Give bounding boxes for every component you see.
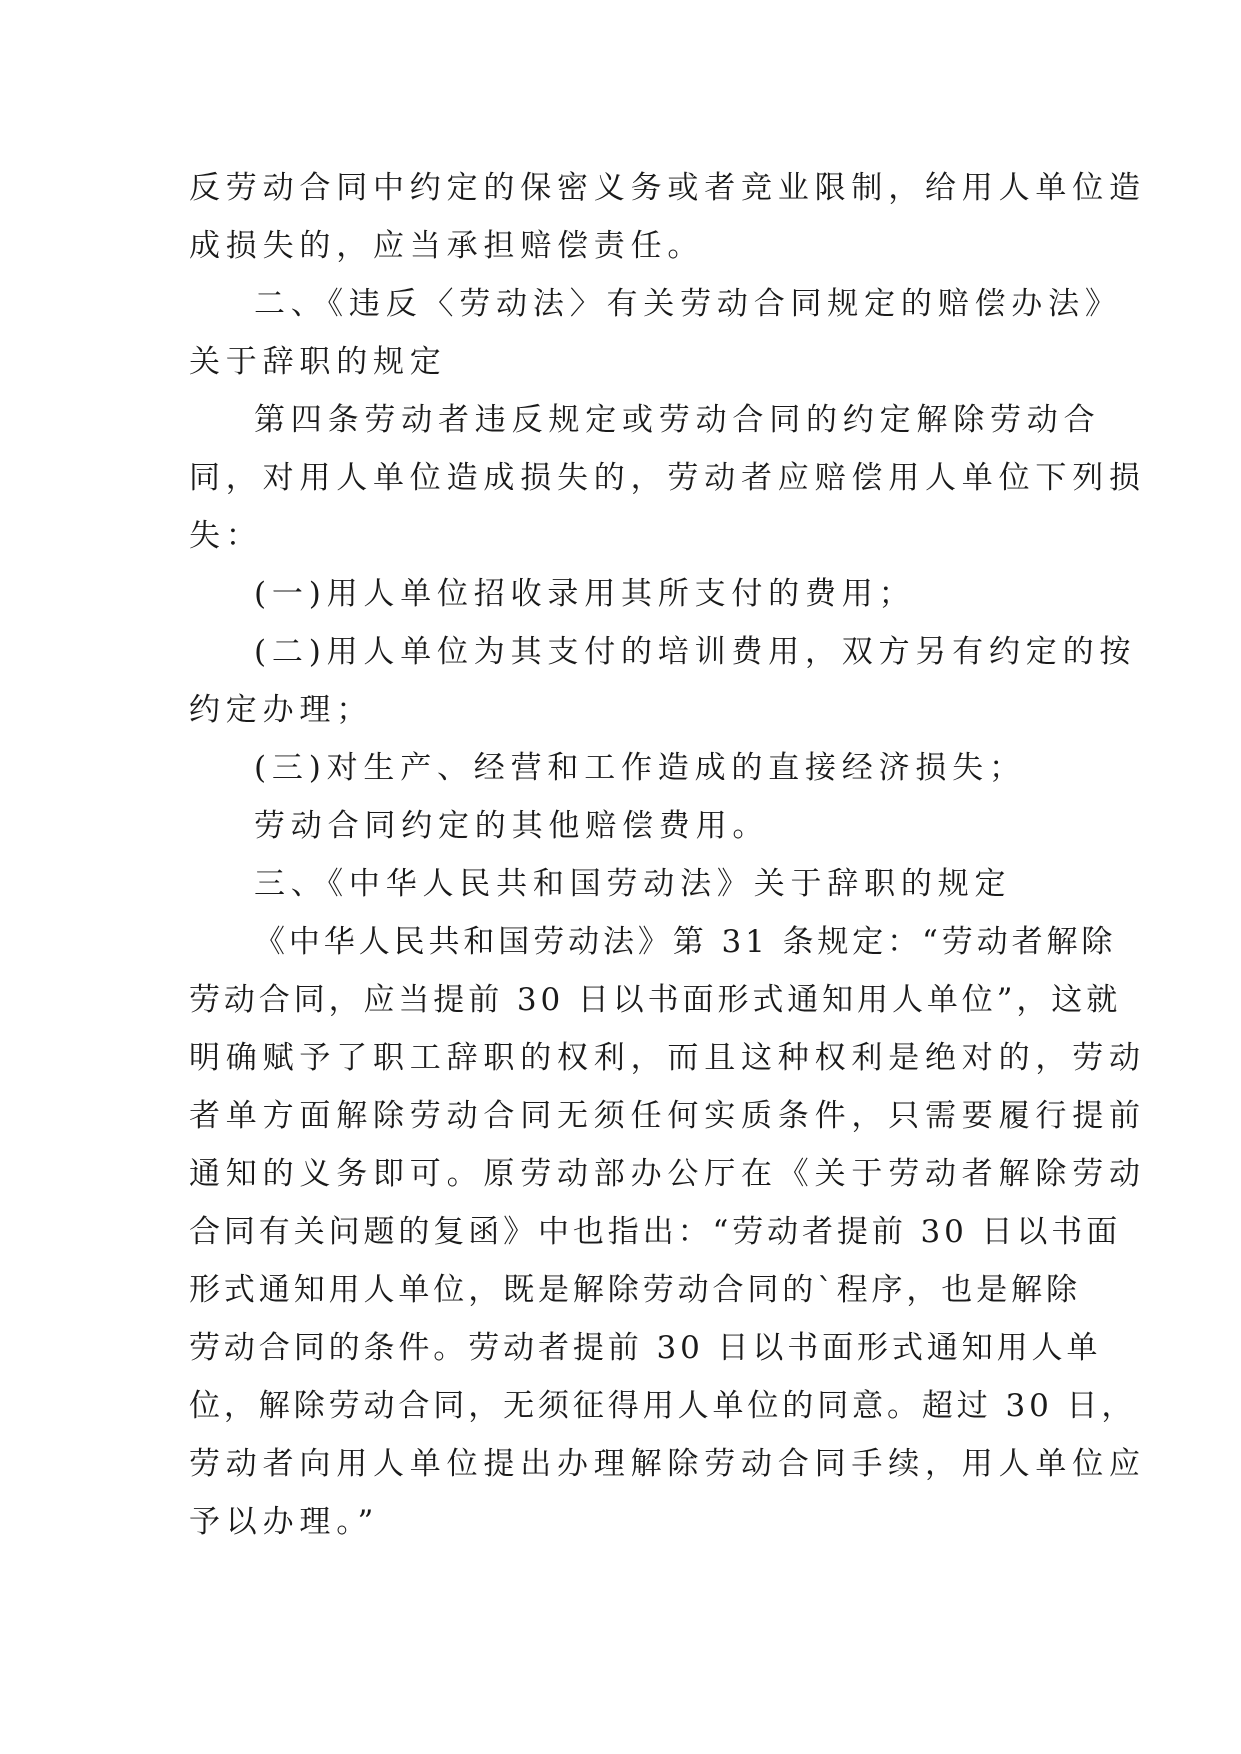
- list-item: 劳动合同约定的其他赔偿费用。: [254, 808, 770, 844]
- section-heading: 二、《违反〈劳动法〉有关劳动合同规定的赔偿办法》: [254, 286, 1122, 322]
- section-heading: 关于辞职的规定: [189, 344, 447, 380]
- text-line: 同，对用人单位造成损失的，劳动者应赔偿用人单位下列损: [189, 460, 1146, 496]
- text-line: 形式通知用人单位，既是解除劳动合同的`程序，也是解除: [189, 1272, 1081, 1308]
- text-line: 位，解除劳动合同，无须征得用人单位的同意。超过 30 日，: [189, 1388, 1137, 1424]
- text-line: 者单方面解除劳动合同无须任何实质条件，只需要履行提前: [189, 1098, 1146, 1134]
- list-item: (三)对生产、经营和工作造成的直接经济损失；: [254, 750, 1026, 786]
- list-item: (二)用人单位为其支付的培训费用，双方另有约定的按: [254, 634, 1137, 670]
- text-line: 约定办理；: [189, 692, 373, 728]
- text-line: 《中华人民共和国劳动法》第 31 条规定：“劳动者解除: [254, 924, 1117, 960]
- text-line: 劳动合同，应当提前 30 日以书面形式通知用人单位”，这就: [189, 982, 1122, 1018]
- text-line: 劳动合同的条件。劳动者提前 30 日以书面形式通知用人单: [189, 1330, 1102, 1366]
- section-heading: 三、《中华人民共和国劳动法》关于辞职的规定: [254, 866, 1012, 902]
- text-line: 反劳动合同中约定的保密义务或者竞业限制，给用人单位造: [189, 170, 1146, 206]
- text-line: 通知的义务即可。原劳动部办公厅在《关于劳动者解除劳动: [189, 1156, 1146, 1192]
- text-line: 失：: [189, 518, 263, 554]
- text-line: 第四条劳动者违反规定或劳动合同的约定解除劳动合: [254, 402, 1101, 438]
- text-line: 成损失的，应当承担赔偿责任。: [189, 228, 705, 264]
- text-line: 合同有关问题的复函》中也指出：“劳动者提前 30 日以书面: [189, 1214, 1122, 1250]
- text-line: 予以办理。”: [189, 1504, 380, 1540]
- text-line: 劳动者向用人单位提出办理解除劳动合同手续，用人单位应: [189, 1446, 1146, 1482]
- list-item: (一)用人单位招收录用其所支付的费用；: [254, 576, 916, 612]
- text-line: 明确赋予了职工辞职的权利，而且这种权利是绝对的，劳动: [189, 1040, 1146, 1076]
